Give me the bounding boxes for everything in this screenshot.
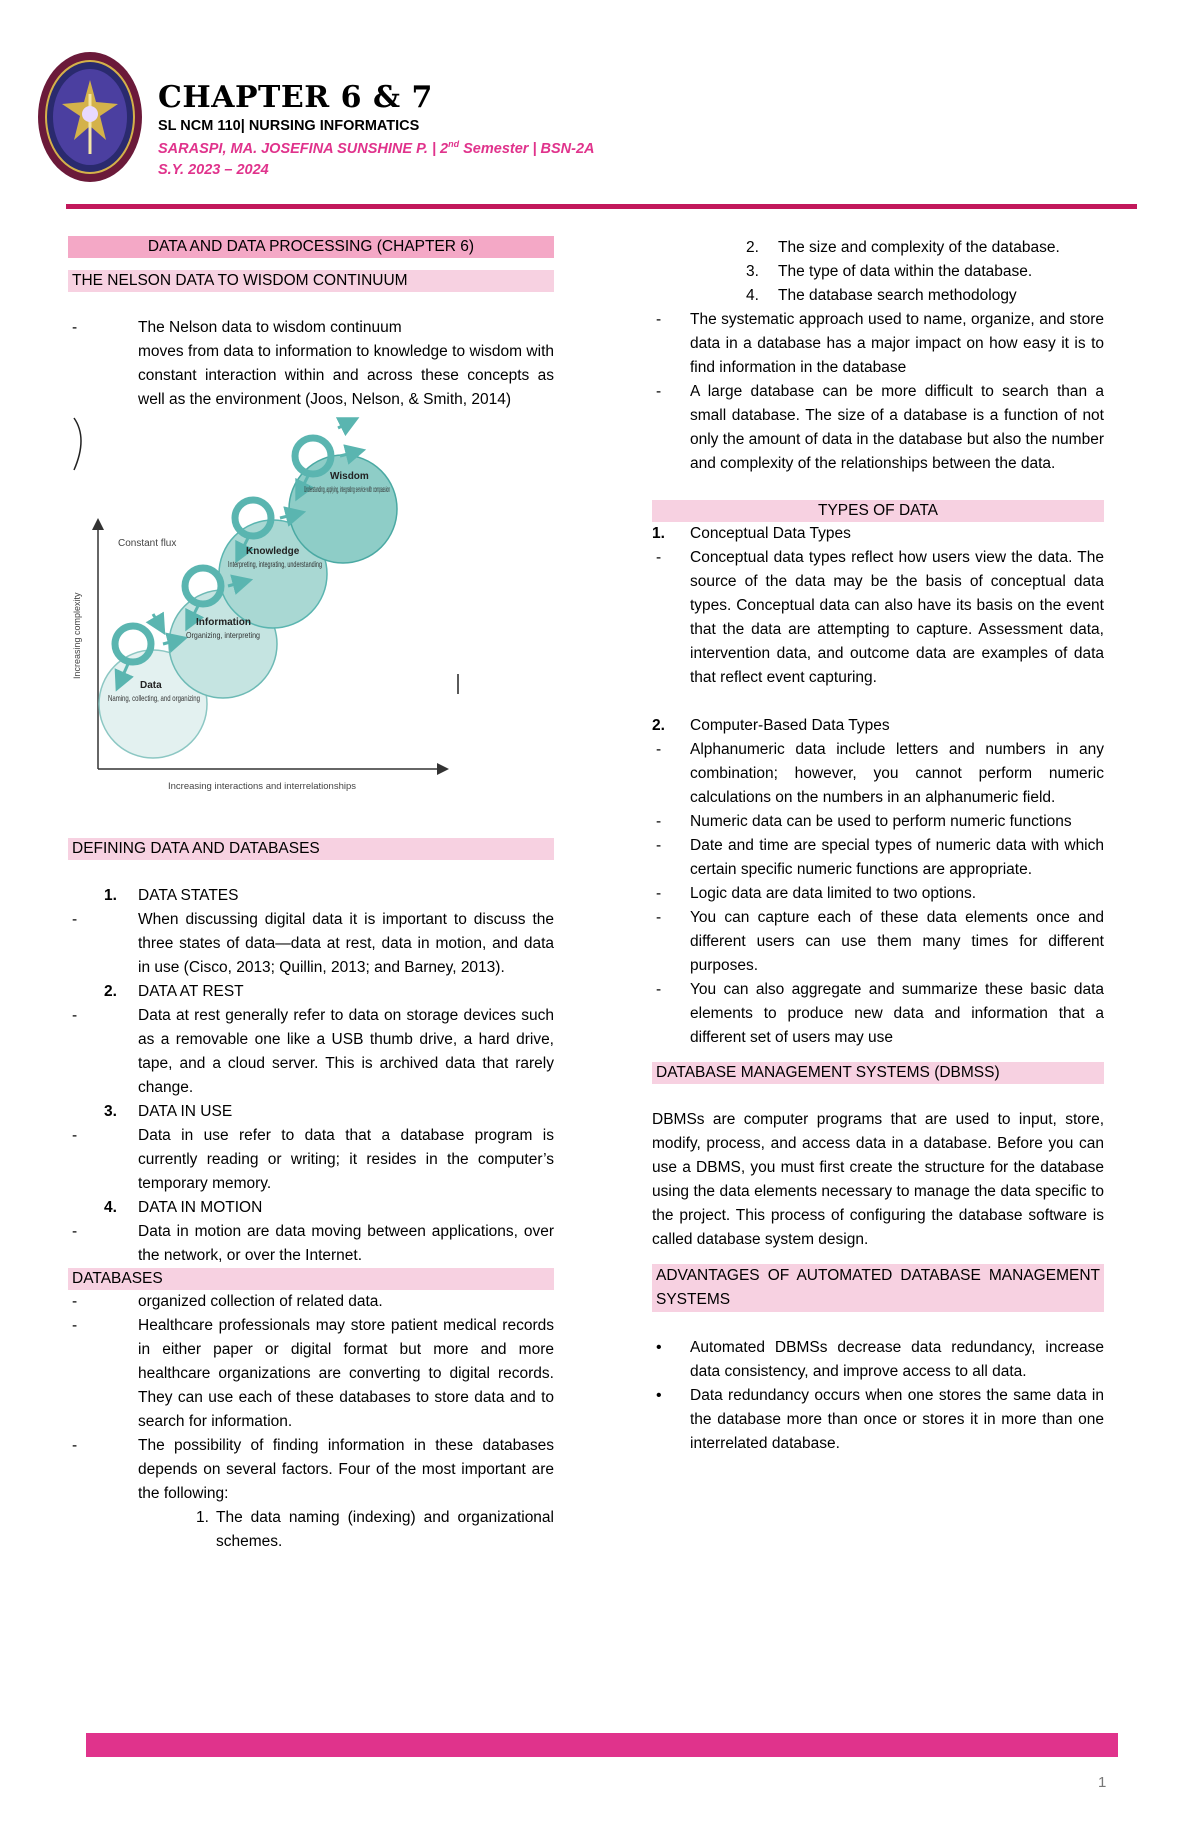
list-item: - The possibility of finding information in these databases depends on several factors. Four of the most important are the following: [72, 1437, 554, 1502]
chapter-title: CHAPTER 6 & 7 [158, 80, 433, 115]
list-item: - You can capture each of these data elements once and different users can use them many times for different purposes. [656, 909, 1104, 974]
flux-label: Constant flux [118, 538, 177, 549]
wisdom-stage-title: Wisdom [330, 471, 369, 482]
conceptual-text: Conceptual data types reflect how users view the data. The source of the data may be the basis of conceptual data types. Conceptual data can also have its basis on the event that the data are attempting to capture. Assessment data, intervention data, and outcome data are examples of data that reflect event capturing. [690, 549, 1104, 686]
factor-item: 1. The data naming (indexing) and organizational schemes. [196, 1509, 554, 1550]
data-states-list [68, 884, 554, 1268]
nelson-continuum-figure [68, 414, 478, 822]
info-stage-title: Information [196, 617, 251, 628]
school-year: S.Y. 2023 – 2024 [158, 162, 269, 178]
course-code: SL NCM 110| NURSING INFORMATICS [158, 118, 420, 134]
header-divider [66, 204, 1137, 209]
list-item: - Conceptual data types reflect how users view the data. The source of the data may be the basis of conceptual data types. Conceptual data can also have its basis on the event that the data are attempting to capture. Assessment data, intervention data, and outcome data are examples of data that reflect event capturing. [652, 546, 1104, 690]
dbms-heading: DATABASE MANAGEMENT SYSTEMS (DBMSS) [652, 1062, 1104, 1084]
data-state-desc: - Data in motion are data moving between applications, over the network, or over the Internet. [72, 1223, 554, 1264]
factor-item: 2. The size and complexity of the database. [746, 239, 1060, 256]
x-axis-label: Increasing interactions and interrelationships [168, 781, 356, 792]
factors-list [652, 236, 1104, 308]
data-state-title: 2. DATA AT REST [104, 983, 244, 1000]
defining-heading: DEFINING DATA AND DATABASES [68, 838, 554, 860]
author-line: SARASPI, MA. JOSEFINA SUNSHINE P. | 2nd Semester | BSN-2A [158, 139, 595, 157]
dbms-paragraph: DBMSs are computer programs that are used to input, store, modify, process, and access data in a database. Before you can use a DBMS, you must first create the structure for the database using the data elements necessary to manage the data specific to the project. This process of configuring the database software is called database system design. [652, 1111, 1104, 1248]
knowledge-stage-title: Knowledge [246, 546, 300, 557]
knowledge-stage-desc: Interpreting, integrating, understanding [228, 559, 323, 569]
data-stage-desc: Naming, collecting, and organizing [108, 693, 201, 703]
data-state-title: 1. DATA STATES [104, 887, 239, 904]
types-heading: TYPES OF DATA [652, 500, 1104, 522]
list-item: - You can also aggregate and summarize these basic data elements to produce new data and information that a different set of users may use [656, 981, 1104, 1046]
advantages-heading: ADVANTAGES OF AUTOMATED DATABASE MANAGEMENT SYSTEMS [652, 1264, 1104, 1312]
list-item: • Automated DBMSs decrease data redundancy, increase data consistency, and improve access to all data. [656, 1339, 1104, 1380]
advantages-list [652, 1336, 1104, 1456]
list-item: - organized collection of related data. [72, 1293, 383, 1310]
computer-title-row: 2. Computer-Based Data Types [652, 717, 890, 734]
nelson-text: moves from data to information to knowledge to wisdom with constant interaction within and across these concepts as well as the environment (Joos, Nelson, & Smith, 2014) [138, 343, 554, 408]
wisdom-stage-desc: Understanding, applying, integrating service with compassion [304, 485, 390, 494]
left-column [68, 236, 554, 1554]
databases-heading: DATABASES [68, 1268, 554, 1290]
factor-item: 3. The type of data within the database. [746, 263, 1033, 280]
list-item: - Logic data are data limited to two options. [656, 885, 977, 902]
list-item: - A large database can be more difficult to search than a small database. The size of a database is a function of not only the amount of data in the database but also the number and complexity of the relationships between the data. [656, 383, 1104, 472]
computer-types-list [652, 738, 1104, 1050]
data-state-desc: - Data in use refer to data that a database program is currently reading or writing; it resides in the computer’s temporary memory. [72, 1127, 554, 1192]
data-stage-title: Data [140, 680, 162, 691]
y-axis-label: Increasing complexity [72, 592, 82, 679]
databases-list [68, 1290, 554, 1506]
nelson-first-line: The Nelson data to wisdom continuum [138, 319, 402, 336]
conceptual-title-row: 1. Conceptual Data Types [652, 525, 851, 542]
info-stage-desc: Organizing, interpreting [186, 630, 261, 640]
right-column [652, 236, 1104, 1456]
list-item: - Healthcare professionals may store patient medical records in either paper or digital format but more and more healthcare organizations are converting to digital records. They can use each of these databases to store data and to search for information. [72, 1317, 554, 1430]
school-seal-logo [36, 50, 144, 184]
data-state-desc: - When discussing digital data it is important to discuss the three states of data—data at rest, data in motion, and data in use (Cisco, 2013; Quillin, 2013; and Barney, 2013). [72, 911, 554, 976]
list-item: • Data redundancy occurs when one stores the same data in the database more than once or stores it in more than one interrelated database. [656, 1387, 1104, 1452]
list-item: - Numeric data can be used to perform numeric functions [656, 813, 1072, 830]
list-item: - Date and time are special types of numeric data with which certain specific numeric functions are appropriate. [656, 837, 1104, 878]
list-item: - Alphanumeric data include letters and numbers in any combination; however, you cannot perform numeric calculations on the numbers in an alphanumeric field. [656, 741, 1104, 806]
data-state-title: 4. DATA IN MOTION [104, 1199, 263, 1216]
list-item: - The systematic approach used to name, organize, and store data in a database has a major impact on how easy it is to find information in the database [656, 311, 1104, 376]
factor-item: 4. The database search methodology [746, 287, 1017, 304]
data-state-title: 3. DATA IN USE [104, 1103, 233, 1120]
data-state-desc: - Data at rest generally refer to data on storage devices such as a removable one like a USB thumb drive, a hard drive, tape, and a cloud server. This is archived data that rarely change. [72, 1007, 554, 1096]
chapter6-heading: DATA AND DATA PROCESSING (CHAPTER 6) [68, 236, 554, 258]
factor-bullets [652, 308, 1104, 476]
page-number: 1 [1098, 1774, 1107, 1791]
nelson-heading: THE NELSON DATA TO WISDOM CONTINUUM [68, 270, 554, 292]
list-item: - The Nelson data to wisdom continuum moves from data to information to knowledge to wisdom with constant interaction within and across these concepts as well as the environment (Joos, Nelson, & Smith, 2014) [68, 316, 554, 412]
footer-bar [86, 1733, 1118, 1757]
